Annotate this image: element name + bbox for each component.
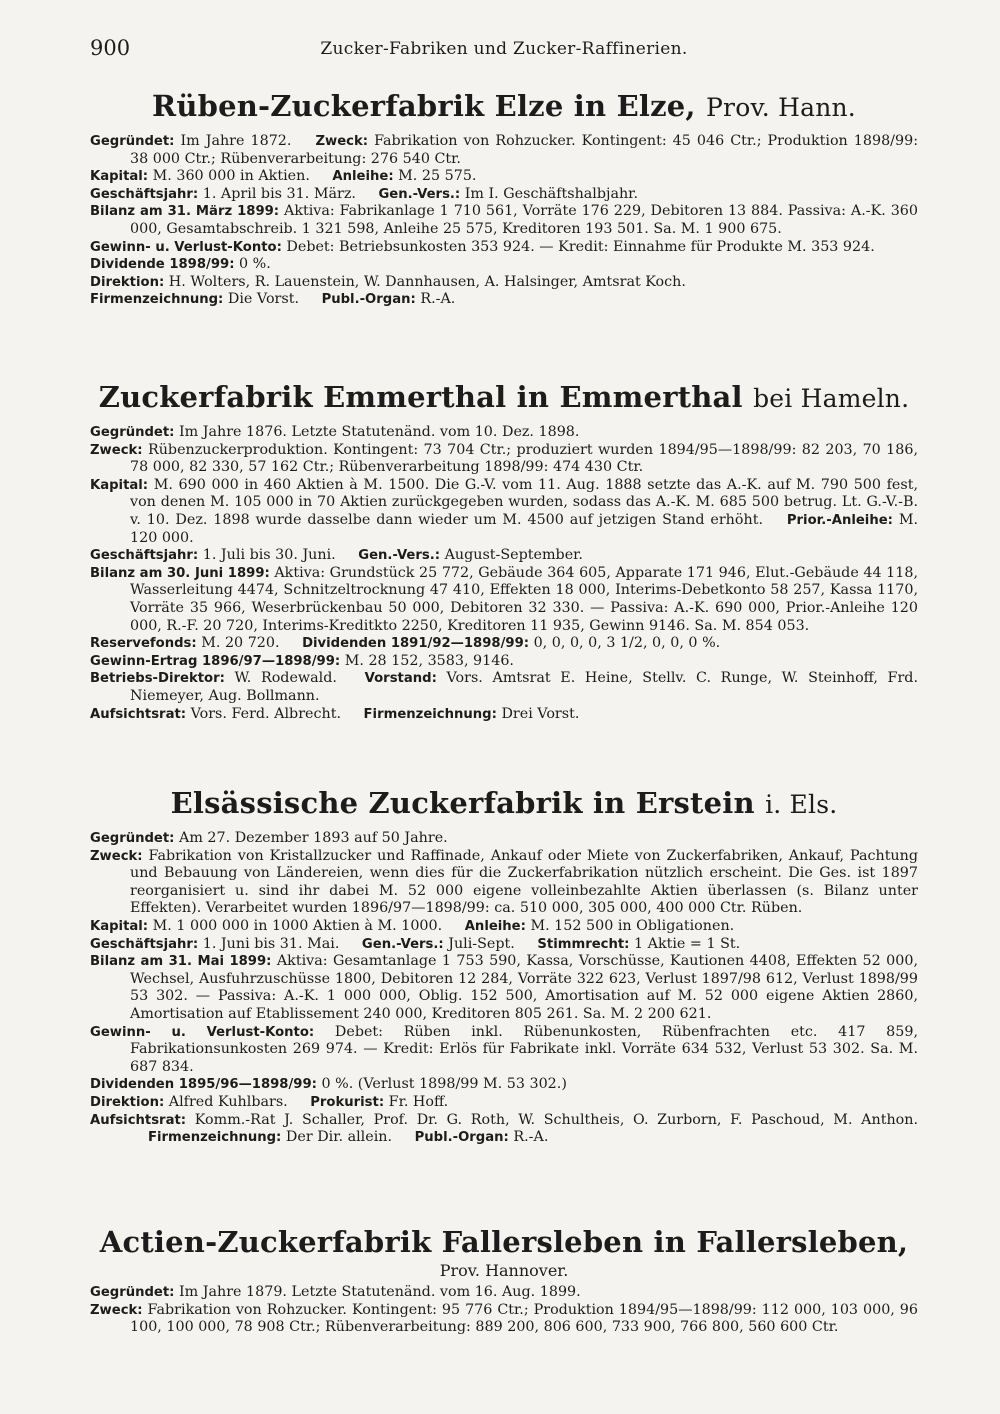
company-entry-elze	[90, 88, 918, 309]
company-heading: Elsässische Zuckerfabrik in Erstein i. Els.	[170, 786, 838, 820]
field-zweck: Zweck: Fabrikation von Kristallzucker und Raffinade, Ankauf oder Miete von Zuckerfabriken, Ankauf, Pachtung und Bebauung von Ländereien, wenn dies für die Zuckerfabrikation nützlich erscheint. Die Ges. ist 1897 reorganisiert u. sind ihr dabei M. 52 000 eigene volleinbezahlte Aktien überlassen (s. Bilanz unter Effekten). Verarbeitet wurden 1896/97—1898/99: ca. 510 000, 305 000, 400 000 Ctr. Rüben.	[90, 847, 919, 917]
company-heading: Actien-Zuckerfabrik Fallersleben in Fallersleben,	[99, 1225, 909, 1259]
field-aufsichtsrat: Aufsichtsrat: Vors. Ferd. Albrecht. Firmenzeichnung: Drei Vorst.	[90, 705, 580, 722]
field-geschaeftsjahr: Geschäftsjahr: 1. Juni bis 31. Mai. Gen.-Vers.: Juli-Sept. Stimmrecht: 1 Aktie = 1 St.	[90, 935, 741, 952]
company-heading: Rüben-Zuckerfabrik Elze in Elze, Prov. Hann.	[152, 89, 856, 123]
company-subheading: Prov. Hannover.	[439, 1261, 569, 1280]
field-kapital: Kapital: M. 690 000 in 460 Aktien à M. 1500. Die G.-V. vom 11. Aug. 1888 setzte das A.-K. auf M. 790 500 fest, von denen M. 105 000 in 70 Aktien zurückgegeben wurden, sodass das A.-K. M. 685 500 betrug. Lt. G.-V.-B. v. 10. Dez. 1898 wurde dasselbe dann wieder um M. 4500 auf jetzigen Stand erhöht. Prior.-Anleihe: M. 120 000.	[90, 476, 919, 546]
field-aufsichtsrat: Aufsichtsrat: Komm.-Rat J. Schaller, Prof. Dr. G. Roth, W. Schultheis, O. Zurborn, F. Paschoud, M. Anthon. Firmenzeichnung: Der Dir. allein. Publ.-Organ: R.-A.	[90, 1111, 919, 1146]
company-heading: Zuckerfabrik Emmerthal in Emmerthal bei Hameln.	[98, 380, 910, 414]
page-number: 900	[90, 36, 131, 60]
field-gegruendet: Gegründet: Im Jahre 1879. Letzte Statutenänd. vom 16. Aug. 1899.	[90, 1284, 581, 1300]
field-bilanz: Bilanz am 30. Juni 1899: Aktiva: Grundstück 25 772, Gebäude 364 605, Apparate 171 946, Elut.-Gebäude 44 118, Wasserleitung 4474, Schnitzeltrocknung 47 410, Effekten 18 000, Interims-Debetkonto 58 257, Kassa 1170, Vorräte 35 966, Weserbrückenbau 50 000, Debitoren 32 330. — Passiva: A.-K. 690 000, Prior.-Anleihe 120 000, R.-F. 20 720, Interims-Kreditkto 2250, Kreditoren 11 935, Gewinn 9146. Sa. M. 854 053.	[90, 564, 918, 634]
field-bilanz: Bilanz am 31. März 1899: Aktiva: Fabrikanlage 1 710 561, Vorräte 176 229, Debitoren 13 884. Passiva: A.-K. 360 000, Gesamtabschreib. 1 321 598, Anleihe 25 575, Kreditoren 193 501. Sa. M. 1 900 675.	[90, 203, 918, 237]
field-kapital: Kapital: M. 1 000 000 in 1000 Aktien à M. 1000. Anleihe: M. 152 500 in Obligationen.	[90, 917, 735, 934]
field-zweck: Zweck: Fabrikation von Rohzucker. Kontingent: 95 776 Ctr.; Produktion 1894/95—1898/99: 112 000, 103 000, 96 100, 100 000, 78 908 Ctr.; Rübenverarbeitung: 889 200, 806 600, 733 900, 766 800, 560 600 Ctr.	[90, 1301, 918, 1336]
running-title: Zucker-Fabriken und Zucker-Raffinerien.	[320, 39, 688, 59]
field-gegruendet: Gegründet: Am 27. Dezember 1893 auf 50 Jahre.	[90, 830, 448, 846]
field-gewinn-ertrag: Gewinn-Ertrag 1896/97—1898/99: M. 28 152, 3583, 9146.	[90, 652, 514, 669]
field-direktion: Direktion: H. Wolters, R. Lauenstein, W. Dannhausen, A. Halsinger, Amtsrat Koch.	[90, 273, 686, 290]
company-entry-emmerthal	[90, 379, 918, 723]
field-kapital: Kapital: M. 360 000 in Aktien. Anleihe: M. 25 575.	[90, 168, 477, 185]
field-gegruendet: Gegründet: Im Jahre 1876. Letzte Statutenänd. vom 10. Dez. 1898.	[90, 424, 580, 440]
field-gewinn-verlust: Gewinn- u. Verlust-Konto: Debet: Betriebsunkosten 353 924. — Kredit: Einnahme für Produkte M. 353 924.	[90, 238, 875, 255]
field-zweck: Zweck: Rübenzuckerproduktion. Kontingent: 73 704 Ctr.; produziert wurden 1894/95—1898/99: 82 203, 70 186, 78 000, 82 330, 57 162 Ctr.; Rübenverarbeitung 1898/99: 474 430 Ctr.	[90, 441, 918, 476]
field-geschaeftsjahr: Geschäftsjahr: 1. Juli bis 30. Juni. Gen.-Vers.: August-September.	[90, 547, 583, 564]
company-entry-erstein	[90, 785, 918, 1147]
field-geschaeftsjahr: Geschäftsjahr: 1. April bis 31. März. Gen.-Vers.: Im I. Geschäftshalbjahr.	[90, 185, 638, 202]
field-firmenzeichnung: Firmenzeichnung: Die Vorst. Publ.-Organ: R.-A.	[90, 291, 456, 308]
field-gegruendet: Gegründet: Im Jahre 1872. Zweck: Fabrikation von Rohzucker. Kontingent: 45 046 Ctr.; Produktion 1898/99: 38 000 Ctr.; Rübenverarbeitung: 276 540 Ctr.	[90, 133, 919, 167]
field-bilanz: Bilanz am 31. Mai 1899: Aktiva: Gesamtanlage 1 753 590, Kassa, Vorschüsse, Kautionen 4408, Effekten 52 000, Wechsel, Ausfuhrzuschüsse 1800, Debitoren 12 284, Vorräte 322 623, Verlust 1897/98 612, Verlust 1898/99 53 302. — Passiva: A.-K. 1 000 000, Oblig. 152 500, Amortisation auf M. 52 000 eigene Aktien 2860, Amortisation auf Etablissement 240 000, Kreditoren 805 261. Sa. M. 2 200 621.	[90, 953, 918, 1022]
running-header	[90, 36, 918, 66]
company-entry-fallersleben	[90, 1224, 918, 1337]
field-direktion: Direktion: Alfred Kuhlbars. Prokurist: Fr. Hoff.	[90, 1093, 449, 1110]
field-reservefonds: Reservefonds: M. 20 720. Dividenden 1891/92—1898/99: 0, 0, 0, 0, 3 1/2, 0, 0, 0 %.	[90, 635, 721, 652]
field-gewinn-verlust: Gewinn- u. Verlust-Konto: Debet: Rüben inkl. Rübenunkosten, Rübenfrachten etc. 417 859, Fabrikationsunkosten 269 974. — Kredit: Erlös für Fabrikate inkl. Vorräte 634 532, Verlust 53 302. Sa. M. 687 834.	[90, 1023, 919, 1075]
field-betriebs-direktor: Betriebs-Direktor: W. Rodewald. Vorstand: Vors. Amtsrat E. Heine, Stellv. C. Runge, W. Steinhoff, Frd. Niemeyer, Aug. Bollmann.	[90, 670, 918, 704]
field-dividenden: Dividenden 1895/96—1898/99: 0 %. (Verlust 1898/99 M. 53 302.)	[90, 1076, 567, 1093]
field-dividende: Dividende 1898/99: 0 %.	[90, 256, 271, 273]
